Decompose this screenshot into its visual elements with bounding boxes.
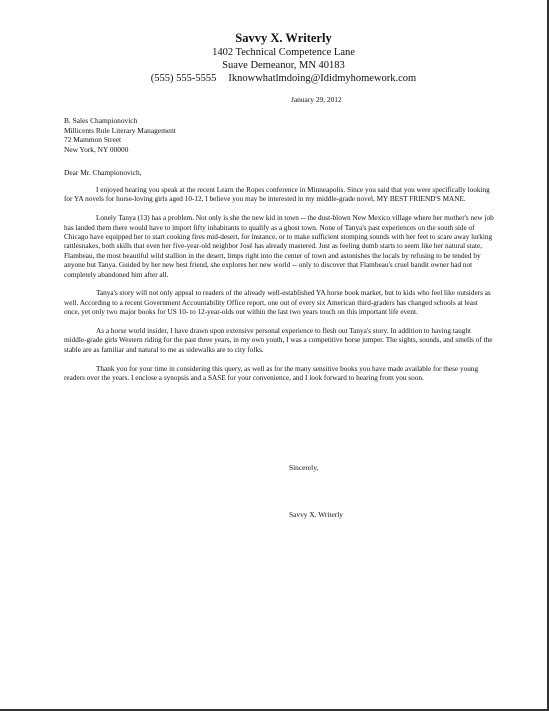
letter-date: January 29, 2012 — [291, 95, 342, 104]
paragraph-market: Tanya's story will not only appeal to readers of the already well-established YA horse book market, but to kids who feel like outsiders as well. According to a recent Government Accountability Office report, one out of every six American third-graders has changed schools at least once, yet only two major books for US 10- to 12-year-olds out within the last two years touch on this important life event. — [64, 289, 491, 317]
letter-body — [64, 186, 494, 393]
paragraph-intro: I enjoyed hearing you speak at the recent Learn the Ropes conference in Minneapolis. Since you said that you were specifically looking for YA novels for horse-loving girls aged 10-12, I believe you may be interested in my middle-grade novel, MY BEST FRIEND'S MANE. — [64, 186, 490, 204]
recipient-city: New York, NY 00000 — [64, 144, 129, 154]
sender-city: Suave Demeanor, MN 40183 — [222, 60, 345, 71]
sender-street: 1402 Technical Competence Lane — [212, 47, 355, 58]
signature-name: Savvy X. Writerly — [289, 510, 343, 519]
letterhead — [0, 30, 547, 85]
recipient-street: 72 Mammon Street — [64, 135, 122, 144]
paragraph-credentials: As a horse world insider, I have drawn upon extensive personal experience to flesh out Tanya's story. In addition to having taught middle-grade girls Western riding for the past three years, in my own youth, I was a competitive horse jumper. The sights, sounds, and smells of the stable are as familiar and natural to me as sidewalks are to city folks. — [64, 327, 493, 354]
paragraph-synopsis: Lonely Tanya (13) has a problem. Not only is she the new kid in town -- the dust-blown New Mexico village where her mother's new job has landed them there would have to import fifty inhabitants to qualify as a ghost town. None of Tanya's past experiences on the south side of Chicago have equipped her to start cooking fires mid-desert, for instance, or to make sufficient stomping sounds with her feet to scare away lurking rattlesnakes, both skills that even her five-year-old neighbor José has already mastered. Just as feeling dumb starts to seem like her natural state, Flambeau, the most beautiful wild stallion in the desert, limps right into the center of town and astonishes the locals by refusing to be tended by anyone but Tanya. Guided by her new best friend, she explores her new world -- only to discover that Flambeau's cruel bandit owner had not completely abandoned him after all. — [64, 214, 494, 279]
sender-email: Iknowwhatlmdoing@Ididmyhomework.com — [228, 73, 417, 84]
recipient-agency: Millicents Rule Literary Management — [64, 125, 176, 135]
sender-phone: (555) 555-5555 — [150, 73, 217, 84]
closing: Sincerely, — [289, 463, 319, 472]
sender-name: Savvy X. Writerly — [235, 31, 332, 45]
sender-contact — [20, 72, 547, 85]
salutation: Dear Mr. Championovich, — [64, 168, 142, 177]
paragraph-thanks: Thank you for your time in considering this query, as well as for the many sensitive books you have made available for these young readers over the years. I enclose a synopsis and a SASE for your convenience, and I look forward to hearing from you soon. — [64, 364, 479, 383]
recipient-name: B. Sales Championovich — [64, 116, 138, 125]
recipient-address — [64, 116, 176, 154]
